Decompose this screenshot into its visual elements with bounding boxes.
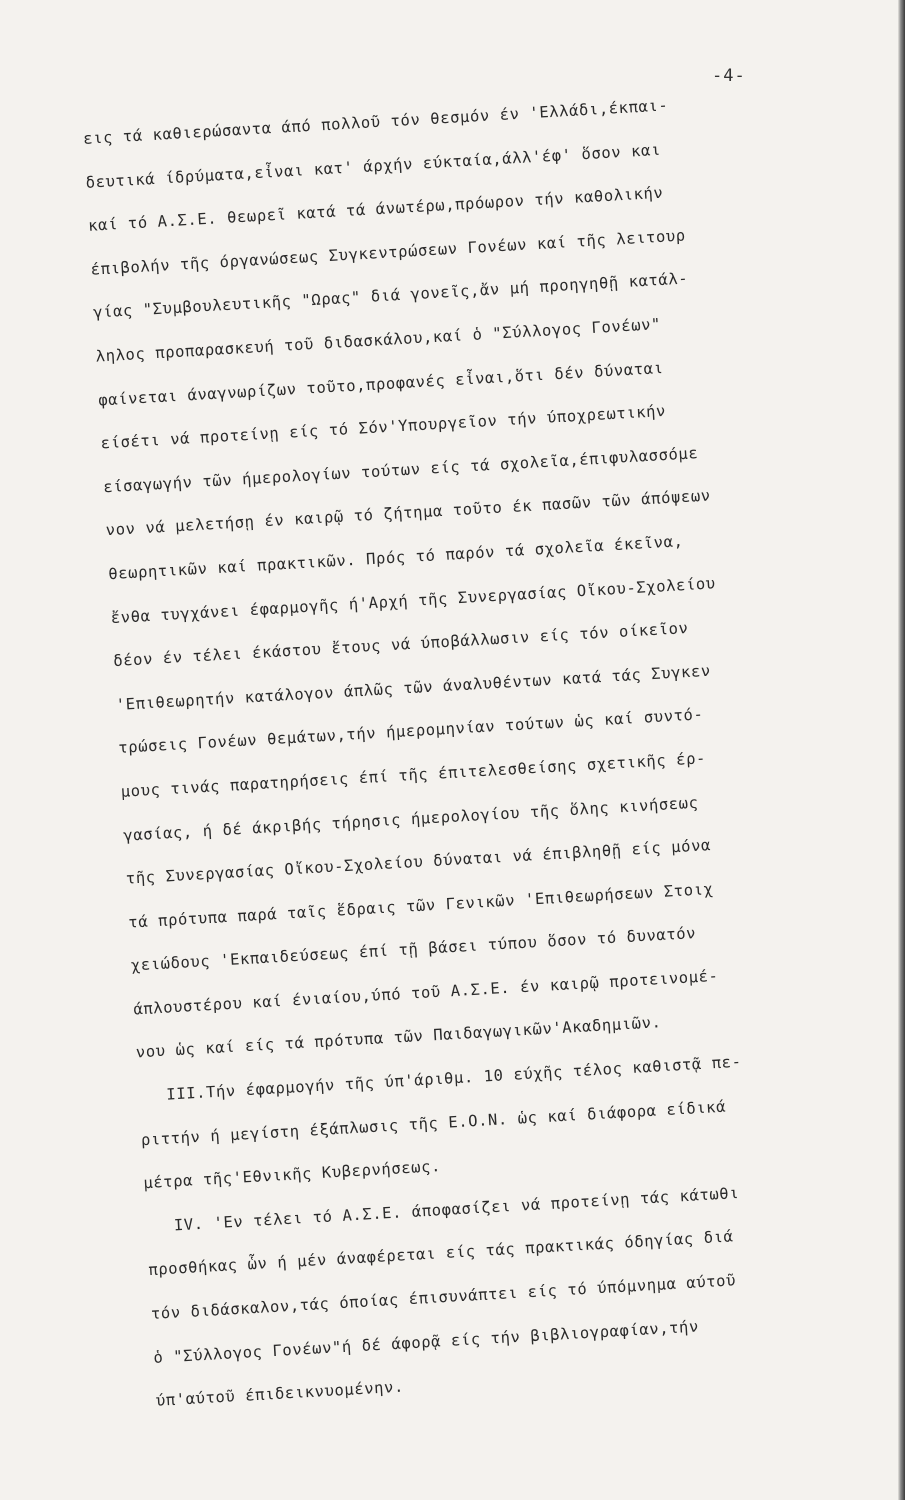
text-line: θεωρητικῶν καί πρακτικῶν. Πρός τό παρόν τά σχολεῖα έκεῖνα, xyxy=(107,532,684,584)
text-line: τρώσεις Γονέων θεμάτων,τήν ήμερομηνίαν τούτων ὡς καί συντό- xyxy=(117,705,704,758)
page-number: -4- xyxy=(712,66,746,86)
text-line: έπιβολήν τῆς όργανώσεως Συγκεντρώσεων Γονέων καί τῆς λειτουρ xyxy=(90,226,687,279)
text-line: 'Επιθεωρητήν κατάλογον άπλῶς τῶν άναλυθέντων κατά τάς Συγκεν xyxy=(115,661,712,714)
text-line: γίας "Συμβουλευτικῆς "Ωρας" διά γονεῖς,ἄν μή προηγηθῇ κατάλ- xyxy=(92,269,689,323)
text-line: προσθήκας ὧν ή μέν άναφέρεται είς τάς πρακτικάς όδηγίας διά xyxy=(147,1227,734,1280)
text-line: III.Τήν έφαρμογήν τῆς ύπ'άριθμ. 10 εύχῆς τέλος καθιστᾷ πε- xyxy=(165,1052,742,1104)
text-line: ὁ "Σύλλογος Γονέων"ή δέ άφορᾷ είς τήν βιβλιογραφίαν,τήν xyxy=(152,1317,700,1367)
text-line: είσέτι νά προτείνῃ είς τό Σόν'Υπουργεῖον τήν ύποχρεωτικήν xyxy=(100,402,667,453)
text-line: μους τινάς παρατηρήσεις έπί τῆς έπιτελεσθείσης σχετικῆς έρ- xyxy=(120,749,707,801)
text-line: τά πρότυπα παρά ταῖς ἕδραις τῶν Γενικῶν 'Επιθεωρήσεων Στοιχ xyxy=(127,879,714,932)
text-line: ἔνθα τυγχάνει έφαρμογῆς ή'Αρχή τῆς Συνεργασίας Οἴκου-Σχολείου xyxy=(110,573,717,627)
text-line: τόν διδάσκαλον,τάς όποίας έπισυνάπτει είς τό ύπόμνημα αύτοῦ xyxy=(150,1271,737,1324)
text-line: άπλουστέρου καί ένιαίου,ύπό τοῦ Α.Σ.Ε. έν καιρῷ προτεινομέ- xyxy=(132,966,719,1019)
text-line: εις τά καθιερώσαντα άπό πολλοῦ τόν θεσμόν έν 'Ελλάδι,έκπαι- xyxy=(82,96,669,148)
text-line: νου ὡς καί είς τά πρότυπα τῶν Παιδαγωγικῶν'Ακαδημιῶν. xyxy=(135,1013,662,1062)
text-line: καί τό Α.Σ.Ε. θεωρεῖ κατά τά άνωτέρω,πρόωρον τήν καθολικήν xyxy=(87,183,664,235)
text-line: ύπ'αύτοῦ έπιδεικνυομένην. xyxy=(155,1377,405,1411)
text-line: ριττήν ή μεγίστη έξάπλωσις τῆς Ε.Ο.Ν. ὡς καί διάφορα είδικά xyxy=(140,1097,727,1149)
text-line: τῆς Συνεργασίας Οἴκου-Σχολείου δύναται νά έπιβληθῇ είς μόνα xyxy=(125,836,712,888)
text-line: δευτικά ίδρύματα,εἶναι κατ' άρχήν εύκταία,άλλ'έφ' ὅσον και xyxy=(85,140,662,192)
text-line: γασίας, ή δέ άκριβής τήρησις ήμερολογίου τῆς ὅλης κινήσεως xyxy=(122,793,699,845)
text-line: νον νά μελετήσῃ έν καιρῷ τό ζήτημα τοῦτο έκ πασῶν τῶν άπόψεων xyxy=(105,486,712,540)
text-line: δέον έν τέλει έκάστου ἔτους νά ύποβάλλωσιν είς τόν οίκεῖον xyxy=(112,619,689,671)
text-line: μέτρα τῆς'Εθνικῆς Κυβερνήσεως. xyxy=(142,1157,442,1193)
text-line: ληλος προπαρασκευή τοῦ διδασκάλου,καί ὁ "Σύλλογος Γονέων" xyxy=(95,314,662,366)
typed-body-text xyxy=(82,72,905,1424)
text-line: φαίνεται άναγνωρίζων τοῦτο,προφανές εἶναι,ὅτι δέν δύναται xyxy=(97,358,664,410)
text-line: είσαγωγήν τῶν ήμερολογίων τούτων είς τά σχολεῖα,έπιφυλασσόμε xyxy=(102,443,699,497)
text-line: χειώδους 'Εκπαιδεύσεως έπί τῇ βάσει τύπου ὅσον τό δυνατόν xyxy=(130,924,697,975)
text-line: IV. 'Εν τέλει τό Α.Σ.Ε. άποφασίζει νά προτείνῃ τάς κάτωθι xyxy=(173,1183,740,1235)
